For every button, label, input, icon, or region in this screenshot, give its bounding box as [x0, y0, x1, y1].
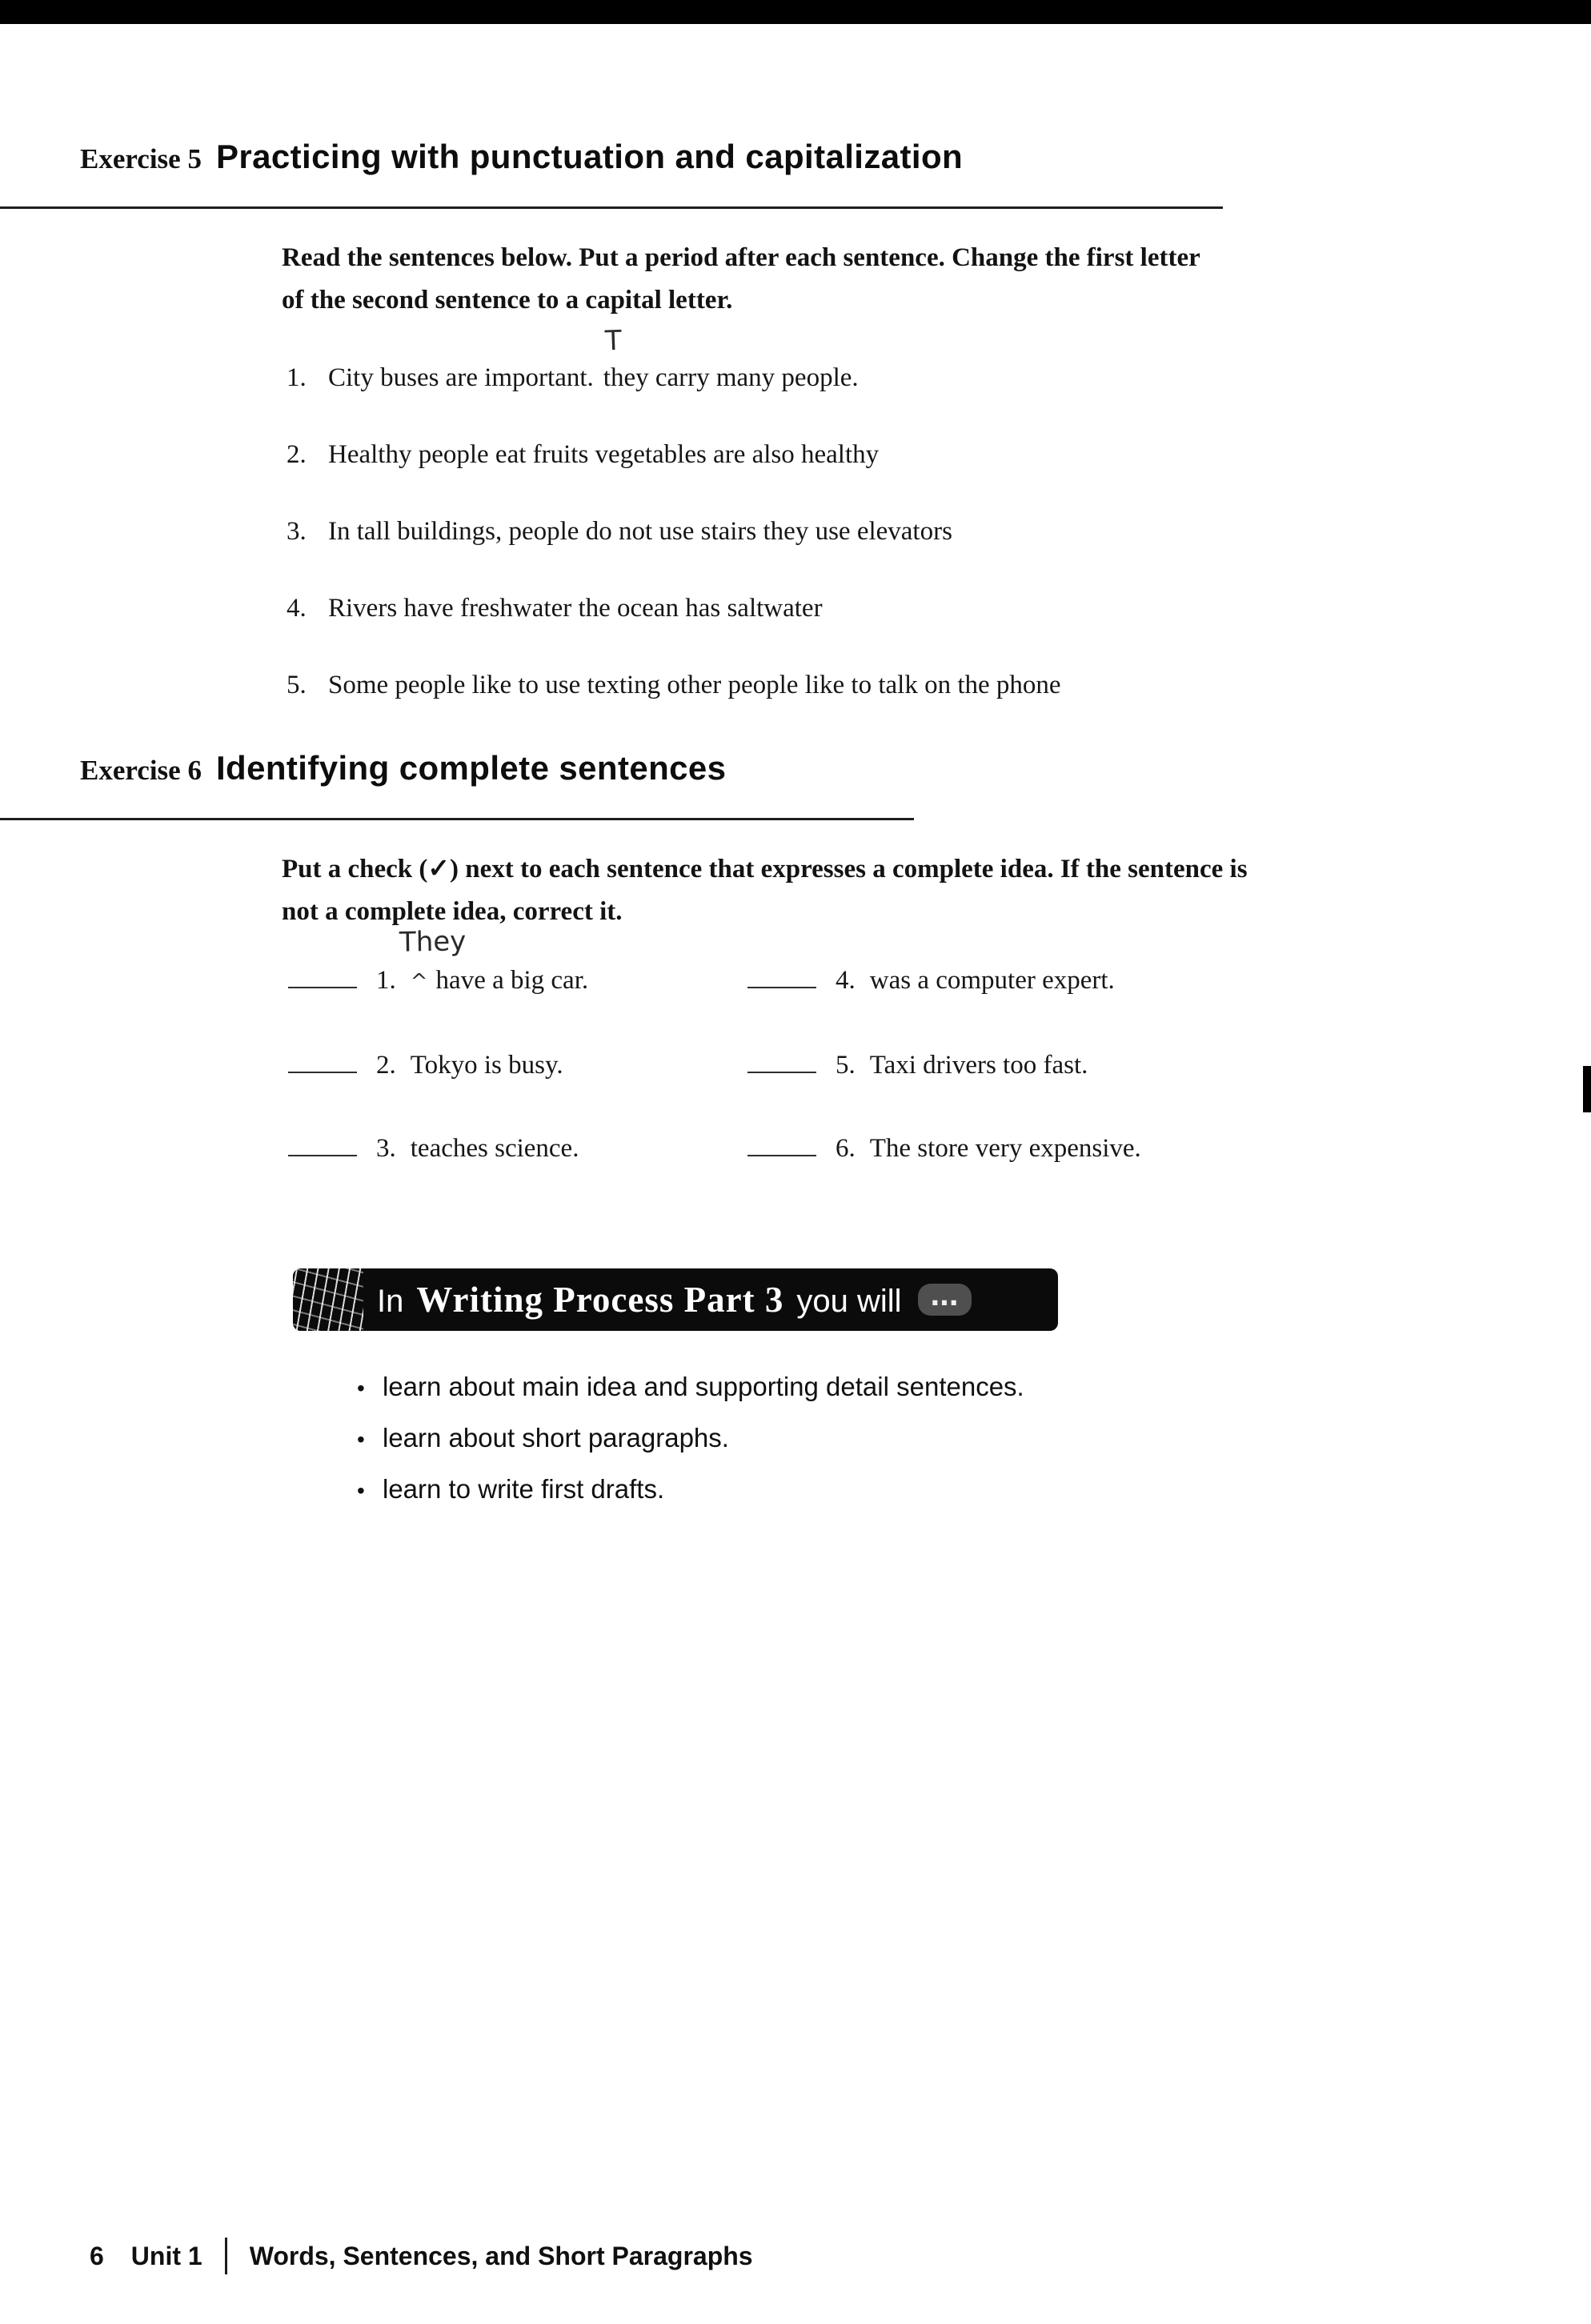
- book-title: Words, Sentences, and Short Paragraphs: [249, 2241, 753, 2270]
- item-text: Taxi drivers too fast.: [869, 1051, 1088, 1080]
- bullet-item: [357, 1370, 1024, 1405]
- exercise6-rule: [0, 818, 914, 820]
- item-number: 3.: [287, 517, 307, 546]
- item-text: was a computer expert.: [869, 966, 1115, 995]
- item-text: Rivers have freshwater the ocean has saltwater: [328, 594, 823, 623]
- writing-process-banner: [293, 1268, 1058, 1331]
- answer-row: [288, 1049, 1141, 1081]
- exercise6-label: Exercise 6: [80, 755, 202, 786]
- sentence-item: [287, 439, 1061, 471]
- item-text: teaches science.: [410, 1134, 579, 1163]
- handwritten-correction: They: [399, 925, 467, 959]
- blank-line: [747, 987, 816, 988]
- banner-title: Writing Process Part 3: [416, 1280, 784, 1320]
- item-text: have a big car.: [435, 966, 589, 995]
- footer-divider: [225, 2238, 227, 2274]
- item-text: In tall buildings, people do not use stairs they use elevators: [328, 517, 952, 546]
- sentence-item: [287, 669, 1061, 701]
- blank-line: [747, 1155, 816, 1156]
- bullet-text: learn about main idea and supporting detail sentences.: [383, 1372, 1024, 1401]
- item-number: 2.: [376, 1051, 396, 1080]
- unit-label: Unit 1: [130, 2241, 202, 2270]
- item-text: Some people like to use texting other people like to talk on the phone: [328, 671, 1061, 699]
- item-number: 1.: [376, 966, 396, 995]
- item-number: 6.: [836, 1134, 856, 1163]
- item-number: 5.: [287, 671, 307, 699]
- bullet-dot-icon: •: [357, 1478, 365, 1503]
- caret-mark: ^: [410, 970, 428, 994]
- item-text: The store very expensive.: [869, 1134, 1141, 1163]
- answer-cell: [747, 964, 1115, 998]
- item-number: 4.: [836, 966, 856, 995]
- bullet-text: learn to write first drafts.: [383, 1474, 665, 1504]
- preview-bullet-list: [357, 1370, 1024, 1524]
- edge-scan-mark: [1583, 1066, 1591, 1112]
- answer-cell: [288, 1132, 747, 1164]
- item-text: Healthy people eat fruits vegetables are also healthy: [328, 440, 880, 469]
- exercise5-header: [80, 138, 963, 176]
- bullet-item: [357, 1421, 1024, 1457]
- sentence-item: [287, 324, 1061, 394]
- banner-ellipsis-bubble: ...: [918, 1284, 972, 1316]
- corrected-word-wrap: [603, 324, 859, 394]
- item-number: 4.: [287, 594, 307, 623]
- exercise5-label: Exercise 5: [80, 143, 202, 174]
- answer-cell: [288, 925, 747, 998]
- item-number: 5.: [836, 1051, 856, 1080]
- bullet-dot-icon: •: [357, 1427, 365, 1452]
- blank-line: [747, 1072, 816, 1073]
- bullet-text: learn about short paragraphs.: [383, 1423, 729, 1452]
- sentence-item: [287, 592, 1061, 624]
- item-number: 3.: [376, 1134, 396, 1163]
- answer-row: [288, 925, 1141, 998]
- sentence-item: [287, 515, 1061, 547]
- exercise6-title: Identifying complete sentences: [215, 749, 727, 787]
- banner-suffix: you will: [796, 1284, 902, 1319]
- sentence-after-correction: they carry many people.: [603, 363, 859, 392]
- top-scan-bar: [0, 0, 1591, 24]
- answer-cell: [747, 1132, 1141, 1164]
- page-footer: [90, 2238, 753, 2274]
- answer-cell: [288, 1049, 747, 1081]
- item-number: 2.: [287, 440, 307, 469]
- blank-line: [288, 1072, 357, 1073]
- sentence-before-correction: City buses are important.: [328, 363, 594, 392]
- caret-correction-wrap: [399, 925, 467, 998]
- exercise6-answer-grid: [288, 925, 1141, 1216]
- item-text: [328, 324, 859, 394]
- exercise5-rule: [0, 206, 1223, 209]
- exercise5-sentence-list: [287, 324, 1061, 746]
- blank-line: [288, 1155, 357, 1156]
- exercise5-instructions: Read the sentences below. Put a period after each sentence. Change the first letter of the second sentence to a capital letter.: [282, 243, 1200, 315]
- exercise6-instructions: Put a check (✓) next to each sentence that expresses a complete idea. If the sentence is not a complete idea, correct it.: [282, 855, 1248, 926]
- page-number: 6: [90, 2241, 104, 2270]
- item-number: 1.: [287, 363, 307, 392]
- bullet-item: [357, 1473, 1024, 1508]
- exercise6-header: [80, 749, 726, 787]
- item-text: Tokyo is busy.: [410, 1051, 563, 1080]
- blank-line: [288, 987, 357, 988]
- banner-noise-texture: [293, 1268, 366, 1331]
- handwritten-correction: T: [604, 324, 623, 358]
- bullet-dot-icon: •: [357, 1376, 365, 1400]
- banner-prefix: In: [377, 1284, 404, 1319]
- exercise5-title: Practicing with punctuation and capitalization: [215, 138, 964, 175]
- answer-row: [288, 1132, 1141, 1164]
- answer-cell: [747, 1049, 1088, 1081]
- banner-text: [366, 1275, 972, 1320]
